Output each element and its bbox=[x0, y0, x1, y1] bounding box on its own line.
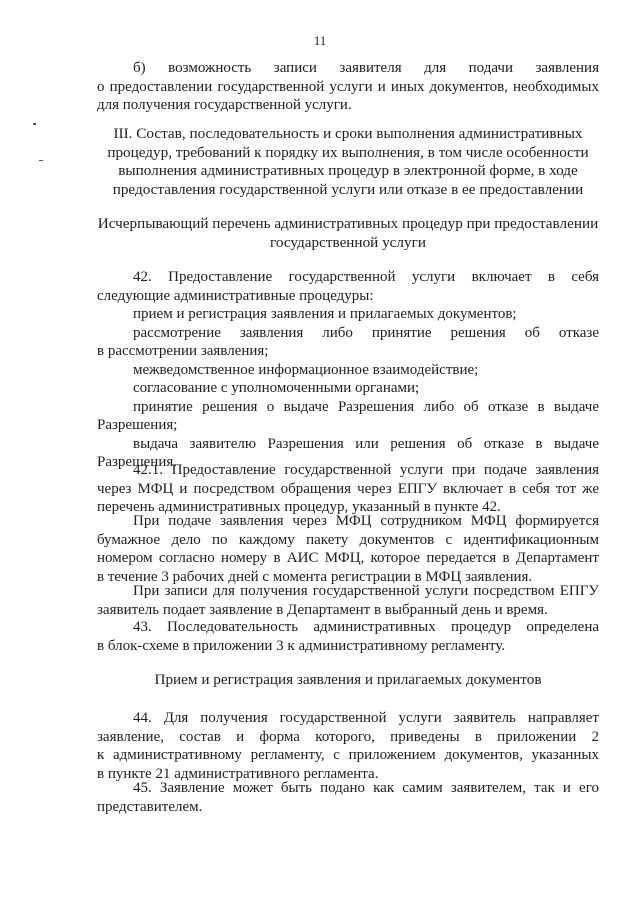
word: б) bbox=[133, 60, 146, 76]
text-line: межведомственное информационное взаимодействие; bbox=[133, 361, 479, 378]
text-line: перечень административных процедур, указанный в пункте 42. bbox=[97, 499, 501, 515]
text-line: в блок-схеме в приложении 3 к административному регламенту. bbox=[97, 637, 506, 654]
word: возможность bbox=[168, 60, 252, 76]
text-line: в пункте 21 административного регламента. bbox=[97, 765, 379, 782]
text-line: 42.1. Предоставление государственной услуги при подаче заявления bbox=[133, 462, 599, 478]
item-b-line: для получения государственной услуги. bbox=[97, 97, 352, 113]
text-line: При записи для получения государственной услуги посредством ЕПГУ bbox=[133, 583, 599, 599]
text-line: выдача заявителю Разрешения или решения об отказе в выдаче bbox=[133, 435, 599, 452]
item-b bbox=[97, 59, 599, 115]
word: заявителя bbox=[339, 60, 402, 76]
text-line: 45. Заявление может быть подано как самим заявителем, так и его bbox=[133, 780, 599, 796]
item-b-line: о предоставлении государственной услуги и иных документов, необходимых bbox=[97, 78, 599, 95]
word: для bbox=[424, 60, 447, 76]
text-line: через МФЦ и посредством обращения через ЕПГУ включает в себя тот же bbox=[97, 480, 599, 497]
text-line: в рассмотрении заявления; bbox=[97, 343, 269, 359]
text-line: рассмотрение заявления либо принятие решения об отказе bbox=[133, 324, 599, 341]
page-number: 11 bbox=[313, 33, 327, 48]
text-line: 42. Предоставление государственной услуги включает в себя bbox=[133, 269, 599, 285]
text-line: 44. Для получения государственной услуги заявитель направляет bbox=[133, 710, 599, 726]
paragraph-mfc bbox=[97, 512, 599, 586]
subsection-heading bbox=[97, 671, 599, 690]
paragraph-43 bbox=[97, 618, 599, 655]
text-line: принятие решения о выдаче Разрешения либо об отказе в выдаче bbox=[133, 398, 599, 415]
section-title-line: процедур, требований к порядку их выполнения, в том числе особенности bbox=[107, 143, 589, 161]
word: подачи bbox=[468, 60, 513, 76]
section-title-line: выполнения административных процедур в электронной форме, в ходе bbox=[118, 162, 578, 179]
section-title bbox=[97, 125, 599, 199]
word: заявления bbox=[535, 60, 599, 76]
subsection-heading bbox=[97, 215, 599, 252]
text-line: 43. Последовательность административных процедур определена bbox=[133, 619, 599, 635]
text-line: представителем. bbox=[97, 798, 203, 815]
subsection-heading-line: Прием и регистрация заявления и прилагаемых документов bbox=[154, 671, 542, 688]
text-line: к административному регламенту, с приложением документов, указанных bbox=[97, 747, 599, 763]
subsection-heading-line: государственной услуги bbox=[270, 233, 426, 251]
paragraph-42-1 bbox=[97, 461, 599, 517]
text-line: прием и регистрация заявления и прилагаемых документов; bbox=[133, 306, 517, 322]
paragraph-42 bbox=[97, 268, 599, 472]
text-line: заявитель подает заявление в Департамент в выбранный день и время. bbox=[97, 601, 548, 618]
text-line: Разрешения. bbox=[97, 454, 177, 470]
text-line: Разрешения; bbox=[97, 417, 178, 433]
text-line: заявление, состав и форма которого, приведены в приложении 2 bbox=[97, 728, 599, 745]
text-line: следующие административные процедуры: bbox=[97, 287, 374, 304]
scan-mark bbox=[39, 160, 43, 161]
paragraph-44 bbox=[97, 709, 599, 783]
paragraph-45 bbox=[97, 779, 599, 816]
section-title-line: III. Состав, последовательность и сроки выполнения административных bbox=[113, 125, 583, 142]
subsection-heading-line: Исчерпывающий перечень административных процедур при предоставлении bbox=[97, 215, 599, 232]
item-b-line bbox=[97, 59, 599, 78]
text-line: в течение 3 рабочих дней с момента регистрации в МФЦ заявления. bbox=[97, 568, 533, 585]
text-line: номером согласно номеру в АИС МФЦ, которое передается в Департамент bbox=[97, 550, 599, 566]
text-line: бумажное дело по каждому пакету документов с идентификационным bbox=[97, 531, 599, 548]
scan-mark bbox=[33, 123, 36, 125]
word: записи bbox=[273, 60, 317, 76]
text-line: согласование с уполномоченными органами; bbox=[133, 380, 420, 396]
paragraph-epgu bbox=[97, 582, 599, 619]
text-line: При подаче заявления через МФЦ сотрудником МФЦ формируется bbox=[133, 513, 599, 529]
section-title-line: предоставления государственной услуги или отказе в ее предоставлении bbox=[112, 180, 584, 198]
